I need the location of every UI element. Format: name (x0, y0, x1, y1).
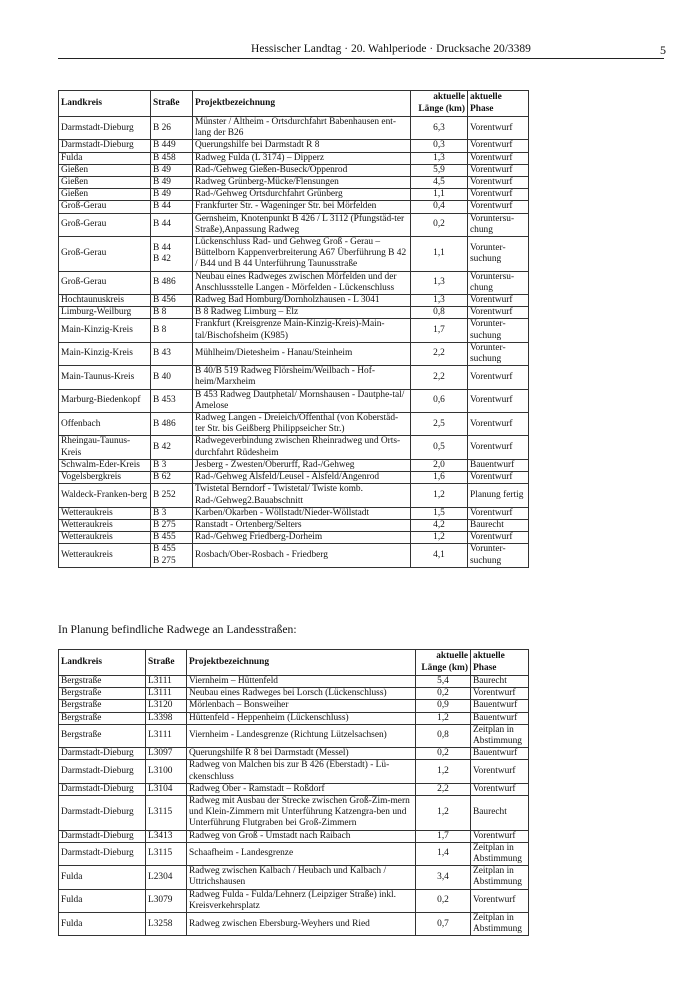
section-heading: In Planung befindliche Radwege an Landesstraßen: (58, 623, 297, 636)
table-row (59, 319, 529, 342)
cell-projekt: Radweg Grünberg-Mücke/Flensungen (193, 177, 411, 189)
cell-landkreis: Wetteraukreis (59, 532, 151, 544)
cell-laenge: 5,9 (411, 164, 468, 176)
cell-laenge: 1,3 (411, 295, 468, 307)
cell-landkreis: Fulda (59, 889, 146, 912)
table-row (59, 164, 529, 176)
col-projekt: Projektbezeichnung (193, 91, 411, 117)
cell-projekt: Schaafheim - Landesgrenze (187, 842, 416, 865)
cell-laenge: 1,6 (411, 472, 468, 484)
cell-projekt: Querungshilfe R 8 bei Darmstadt (Messel) (187, 748, 416, 760)
table-row (59, 152, 529, 164)
table-row (59, 724, 529, 747)
cell-strasse: B 486 (151, 271, 193, 294)
cell-projekt: Radweg von Groß - Umstadt nach Raibach (187, 830, 416, 842)
cell-laenge: 3,4 (416, 866, 471, 889)
cell-laenge: 6,3 (411, 117, 468, 140)
cell-strasse: B 3 (151, 507, 193, 519)
cell-landkreis: Limburg-Weilburg (59, 307, 151, 319)
cell-phase: Voruntersu-chung (468, 271, 529, 294)
cell-landkreis: Darmstadt-Dieburg (59, 783, 146, 795)
cell-laenge: 0,2 (416, 889, 471, 912)
cell-projekt: Radweg Bad Homburg/Dornholzhausen - L 3041 (193, 295, 411, 307)
cell-projekt: Rad-/Gehweg Ortsdurchfahrt Grünberg (193, 189, 411, 201)
cell-landkreis: Darmstadt-Dieburg (59, 748, 146, 760)
cell-phase: Vorunter-suchung (468, 544, 529, 567)
cell-strasse: L3115 (146, 796, 187, 831)
cell-laenge: 4,5 (411, 177, 468, 189)
cell-phase: Bauentwurf (471, 748, 529, 760)
table-row (59, 413, 529, 436)
table-row (59, 796, 529, 831)
running-header (58, 44, 664, 59)
cell-laenge: 4,1 (411, 544, 468, 567)
table-row (59, 271, 529, 294)
cell-strasse: B 453 (151, 389, 193, 412)
cell-laenge: 0,2 (416, 748, 471, 760)
cell-laenge: 1,7 (416, 830, 471, 842)
cell-landkreis: Darmstadt-Dieburg (59, 842, 146, 865)
cell-projekt: Twistetal Berndorf - Twistetal/ Twiste komb. Rad-/Gehweg2.Bauabschnitt (193, 484, 411, 507)
cell-landkreis: Groß-Gerau (59, 213, 151, 236)
table-row (59, 436, 529, 459)
cell-strasse: B 455 B 275 (151, 544, 193, 567)
table-row (59, 472, 529, 484)
table-row (59, 459, 529, 471)
table-row (59, 676, 529, 688)
table-row (59, 140, 529, 152)
cell-strasse: B 44 (151, 213, 193, 236)
cell-projekt: Neubau eines Radweges bei Lorsch (Lückenschluss) (187, 688, 416, 700)
cell-strasse: B 456 (151, 295, 193, 307)
cell-strasse: B 8 (151, 307, 193, 319)
col-strasse: Straße (151, 91, 193, 117)
cell-projekt: Rosbach/Ober-Rosbach - Friedberg (193, 544, 411, 567)
cell-phase: Zeitplan in Abstimmung (471, 866, 529, 889)
cell-phase: Vorentwurf (468, 472, 529, 484)
cell-phase: Vorentwurf (471, 783, 529, 795)
table-row (59, 700, 529, 712)
cell-laenge: 1,2 (411, 532, 468, 544)
cell-phase: Vorentwurf (468, 507, 529, 519)
table-row (59, 117, 529, 140)
cell-laenge: 2,5 (411, 413, 468, 436)
table-row (59, 213, 529, 236)
cell-laenge: 0,4 (411, 201, 468, 213)
cell-phase: Vorentwurf (471, 760, 529, 783)
cell-projekt: Mörlenbach – Bonsweiher (187, 700, 416, 712)
cell-projekt: Rad-/Gehweg Alsfeld/Leusel - Alsfeld/Angenrod (193, 472, 411, 484)
cell-laenge: 0,7 (416, 913, 471, 936)
cell-phase: Vorunter-suchung (468, 319, 529, 342)
table-row (59, 389, 529, 412)
cell-landkreis: Gießen (59, 177, 151, 189)
cell-landkreis: Darmstadt-Dieburg (59, 830, 146, 842)
cell-projekt: Mühlheim/Dietesheim - Hanau/Steinheim (193, 342, 411, 365)
cell-projekt: Frankfurt (Kreisgrenze Main-Kinzig-Kreis)-Main-tal/Bischofsheim (K985) (193, 319, 411, 342)
cell-phase: Vorentwurf (468, 164, 529, 176)
cell-strasse: B 8 (151, 319, 193, 342)
cell-phase: Bauentwurf (471, 712, 529, 724)
cell-phase: Zeitplan in Abstimmung (471, 913, 529, 936)
cell-laenge: 0,2 (416, 688, 471, 700)
cell-projekt: B 8 Radweg Limburg – Elz (193, 307, 411, 319)
cell-laenge: 0,8 (416, 724, 471, 747)
cell-strasse: L3111 (146, 676, 187, 688)
cell-strasse: L3258 (146, 913, 187, 936)
table-row (59, 295, 529, 307)
col-projekt: Projektbezeichnung (187, 650, 416, 676)
cell-strasse: B 3 (151, 459, 193, 471)
cell-strasse: B 42 (151, 436, 193, 459)
cell-landkreis: Wetteraukreis (59, 544, 151, 567)
cell-landkreis: Fulda (59, 152, 151, 164)
cell-landkreis: Groß-Gerau (59, 271, 151, 294)
cell-landkreis: Bergstraße (59, 676, 146, 688)
table-row (59, 189, 529, 201)
cell-landkreis: Groß-Gerau (59, 237, 151, 272)
cell-landkreis: Waldeck-Franken-berg (59, 484, 151, 507)
cell-laenge: 1,3 (411, 152, 468, 164)
cell-landkreis: Darmstadt-Dieburg (59, 760, 146, 783)
cell-phase: Voruntersu-chung (468, 213, 529, 236)
cell-strasse: B 62 (151, 472, 193, 484)
cell-strasse: L3398 (146, 712, 187, 724)
cell-projekt: Radwegeverbindung zwischen Rheinradweg und Orts-durchfahrt Rüdesheim (193, 436, 411, 459)
cell-phase: Vorentwurf (468, 532, 529, 544)
cell-phase: Vorentwurf (471, 889, 529, 912)
cell-projekt: Radweg mit Ausbau der Strecke zwischen Groß-Zim-mern und Klein-Zimmern mit Unterführung Katzengra-ben und Unterführung Flutgraben bei Groß-Zimmern (187, 796, 416, 831)
cell-strasse: B 44 (151, 201, 193, 213)
cell-phase: Vorentwurf (468, 177, 529, 189)
cell-laenge: 4,2 (411, 519, 468, 531)
cell-laenge: 0,9 (416, 700, 471, 712)
cell-phase: Vorentwurf (468, 152, 529, 164)
cell-phase: Vorentwurf (468, 117, 529, 140)
cell-landkreis: Main-Kinzig-Kreis (59, 319, 151, 342)
cell-landkreis: Gießen (59, 189, 151, 201)
cell-phase: Bauentwurf (468, 459, 529, 471)
cell-phase: Baurecht (471, 796, 529, 831)
col-phase: aktuelle Phase (468, 91, 529, 117)
cell-projekt: B 40/B 519 Radweg Flörsheim/Weilbach - Hof-heim/Marxheim (193, 366, 411, 389)
cell-phase: Bauentwurf (471, 700, 529, 712)
cell-strasse: B 26 (151, 117, 193, 140)
cell-projekt: Radweg Fulda - Fulda/Lehnerz (Leipziger Straße) inkl. Kreisverkehrsplatz (187, 889, 416, 912)
table-row (59, 177, 529, 189)
cell-laenge: 1,2 (411, 484, 468, 507)
table-row (59, 866, 529, 889)
cell-phase: Vorentwurf (468, 140, 529, 152)
cell-landkreis: Rheingau-Taunus-Kreis (59, 436, 151, 459)
cell-laenge: 1,2 (416, 712, 471, 724)
table-row (59, 237, 529, 272)
cell-phase: Vorentwurf (468, 307, 529, 319)
cell-landkreis: Darmstadt-Dieburg (59, 140, 151, 152)
cell-projekt: Frankfurter Str. - Wageninger Str. bei Mörfelden (193, 201, 411, 213)
cell-strasse: B 275 (151, 519, 193, 531)
table-row (59, 842, 529, 865)
cell-projekt: Radweg von Malchen bis zur B 426 (Eberstadt) - Lü-ckenschluss (187, 760, 416, 783)
cell-strasse: L3413 (146, 830, 187, 842)
cell-strasse: L3120 (146, 700, 187, 712)
cell-projekt: Viernheim - Landesgrenze (Richtung Lützelsachsen) (187, 724, 416, 747)
header-text: Hessischer Landtag · 20. Wahlperiode · Drucksache 20/3389 (251, 43, 531, 55)
cell-landkreis: Bergstraße (59, 724, 146, 747)
cell-laenge: 5,4 (416, 676, 471, 688)
cell-phase: Vorentwurf (468, 295, 529, 307)
table-header (59, 650, 529, 676)
table-row (59, 688, 529, 700)
col-landkreis: Landkreis (59, 650, 146, 676)
cell-projekt: Münster / Altheim - Ortsdurchfahrt Babenhausen ent-lang der B26 (193, 117, 411, 140)
cell-phase: Zeitplan in Abstimmung (471, 842, 529, 865)
table-row (59, 748, 529, 760)
table-row (59, 342, 529, 365)
cell-laenge: 1,1 (411, 237, 468, 272)
table-row (59, 913, 529, 936)
table-row (59, 889, 529, 912)
cell-strasse: B 49 (151, 177, 193, 189)
col-laenge: aktuelle Länge (km) (411, 91, 468, 117)
cell-laenge: 0,2 (411, 213, 468, 236)
cell-phase: Vorentwurf (468, 413, 529, 436)
cell-laenge: 1,7 (411, 319, 468, 342)
cell-strasse: B 458 (151, 152, 193, 164)
table-row (59, 783, 529, 795)
cell-laenge: 2,0 (411, 459, 468, 471)
cell-landkreis: Fulda (59, 866, 146, 889)
cell-projekt: Radweg zwischen Ebersburg-Weyhers und Ried (187, 913, 416, 936)
table-row (59, 519, 529, 531)
cell-laenge: 1,4 (416, 842, 471, 865)
cell-projekt: B 453 Radweg Dautphetal/ Mornshausen - Dautphe-tal/ Amelose (193, 389, 411, 412)
table-row (59, 201, 529, 213)
col-phase: aktuelle Phase (471, 650, 529, 676)
cell-projekt: Ranstadt - Ortenberg/Selters (193, 519, 411, 531)
cell-laenge: 2,2 (411, 342, 468, 365)
table-header (59, 91, 529, 117)
cell-strasse: L3104 (146, 783, 187, 795)
cell-laenge: 1,5 (411, 507, 468, 519)
table-row (59, 712, 529, 724)
cell-strasse: B 486 (151, 413, 193, 436)
cell-phase: Vorentwurf (468, 389, 529, 412)
cell-projekt: Querungshilfe bei Darmstadt R 8 (193, 140, 411, 152)
cell-phase: Vorentwurf (468, 201, 529, 213)
cell-strasse: L3111 (146, 688, 187, 700)
cell-landkreis: Darmstadt-Dieburg (59, 117, 151, 140)
cell-phase: Vorunter-suchung (468, 237, 529, 272)
cell-landkreis: Main-Taunus-Kreis (59, 366, 151, 389)
cell-landkreis: Groß-Gerau (59, 201, 151, 213)
cell-projekt: Viernheim – Hüttenfeld (187, 676, 416, 688)
cell-projekt: Lückenschluss Rad- und Gehweg Groß - Gerau – Büttelborn Kappenverbreiterung A67 Überführung B 42 / B44 und B 44 Unterführung Taunusstraße (193, 237, 411, 272)
table-row (59, 507, 529, 519)
state-roads-table (58, 649, 529, 936)
cell-phase: Baurecht (471, 676, 529, 688)
table-row (59, 760, 529, 783)
cell-laenge: 0,5 (411, 436, 468, 459)
cell-landkreis: Wetteraukreis (59, 507, 151, 519)
cell-landkreis: Darmstadt-Dieburg (59, 796, 146, 831)
cell-landkreis: Offenbach (59, 413, 151, 436)
cell-strasse: B 455 (151, 532, 193, 544)
cell-landkreis: Vogelsbergkreis (59, 472, 151, 484)
cell-projekt: Rad-/Gehweg Friedberg-Dorheim (193, 532, 411, 544)
cell-phase: Vorentwurf (468, 436, 529, 459)
cell-laenge: 0,8 (411, 307, 468, 319)
cell-landkreis: Fulda (59, 913, 146, 936)
cell-laenge: 1,2 (416, 760, 471, 783)
cell-laenge: 1,3 (411, 271, 468, 294)
cell-strasse: B 49 (151, 164, 193, 176)
cell-phase: Vorentwurf (468, 189, 529, 201)
cell-phase: Vorentwurf (471, 830, 529, 842)
cell-projekt: Radweg Fulda (L 3174) – Dipperz (193, 152, 411, 164)
table-row (59, 830, 529, 842)
table-row (59, 484, 529, 507)
cell-projekt: Neubau eines Radweges zwischen Mörfelden und der Anschlussstelle Langen - Mörfelden - Lückenschluss (193, 271, 411, 294)
cell-phase: Zeitplan in Abstimmung (471, 724, 529, 747)
cell-landkreis: Bergstraße (59, 688, 146, 700)
cell-projekt: Jesberg - Zwesten/Oberurff, Rad-/Gehweg (193, 459, 411, 471)
table-row (59, 532, 529, 544)
cell-projekt: Gernsheim, Knotenpunkt B 426 / L 3112 (Pfungstäd-ter Straße),Anpassung Radweg (193, 213, 411, 236)
cell-laenge: 1,2 (416, 796, 471, 831)
cell-projekt: Radweg Langen - Dreieich/Offenthal (von Koberstäd-ter Str. bis Geißberg Philippseicher Str.) (193, 413, 411, 436)
cell-landkreis: Bergstraße (59, 712, 146, 724)
cell-phase: Planung fertig (468, 484, 529, 507)
cell-landkreis: Main-Kinzig-Kreis (59, 342, 151, 365)
cell-landkreis: Marburg-Biedenkopf (59, 389, 151, 412)
cell-phase: Baurecht (468, 519, 529, 531)
cell-projekt: Radweg zwischen Kalbach / Heubach und Kalbach / Uttrichshausen (187, 866, 416, 889)
cell-laenge: 2,2 (411, 366, 468, 389)
cell-landkreis: Wetteraukreis (59, 519, 151, 531)
col-strasse: Straße (146, 650, 187, 676)
cell-projekt: Karben/Okarben - Wöllstadt/Nieder-Wöllstadt (193, 507, 411, 519)
table-row (59, 544, 529, 567)
cell-strasse: L3097 (146, 748, 187, 760)
col-landkreis: Landkreis (59, 91, 151, 117)
cell-laenge: 0,6 (411, 389, 468, 412)
cell-landkreis: Gießen (59, 164, 151, 176)
cell-strasse: L3079 (146, 889, 187, 912)
col-laenge: aktuelle Länge (km) (416, 650, 471, 676)
cell-strasse: L2304 (146, 866, 187, 889)
cell-landkreis: Schwalm-Eder-Kreis (59, 459, 151, 471)
cell-strasse: B 44 B 42 (151, 237, 193, 272)
cell-phase: Vorentwurf (471, 688, 529, 700)
cell-strasse: L3100 (146, 760, 187, 783)
cell-projekt: Hüttenfeld - Heppenheim (Lückenschluss) (187, 712, 416, 724)
table-row (59, 307, 529, 319)
cell-landkreis: Hochtaunuskreis (59, 295, 151, 307)
cell-phase: Vorunter-suchung (468, 342, 529, 365)
cell-laenge: 2,2 (416, 783, 471, 795)
cell-laenge: 0,3 (411, 140, 468, 152)
cell-landkreis: Bergstraße (59, 700, 146, 712)
cell-phase: Vorentwurf (468, 366, 529, 389)
cell-strasse: L3115 (146, 842, 187, 865)
cell-strasse: L3111 (146, 724, 187, 747)
cell-strasse: B 40 (151, 366, 193, 389)
cell-laenge: 1,1 (411, 189, 468, 201)
cell-strasse: B 49 (151, 189, 193, 201)
page-number: 5 (660, 43, 666, 57)
table-row (59, 366, 529, 389)
cell-strasse: B 43 (151, 342, 193, 365)
cell-strasse: B 252 (151, 484, 193, 507)
cell-strasse: B 449 (151, 140, 193, 152)
cell-projekt: Radweg Ober - Ramstadt – Roßdorf (187, 783, 416, 795)
federal-roads-table (58, 90, 529, 568)
cell-projekt: Rad-/Gehweg Gießen-Buseck/Oppenrod (193, 164, 411, 176)
